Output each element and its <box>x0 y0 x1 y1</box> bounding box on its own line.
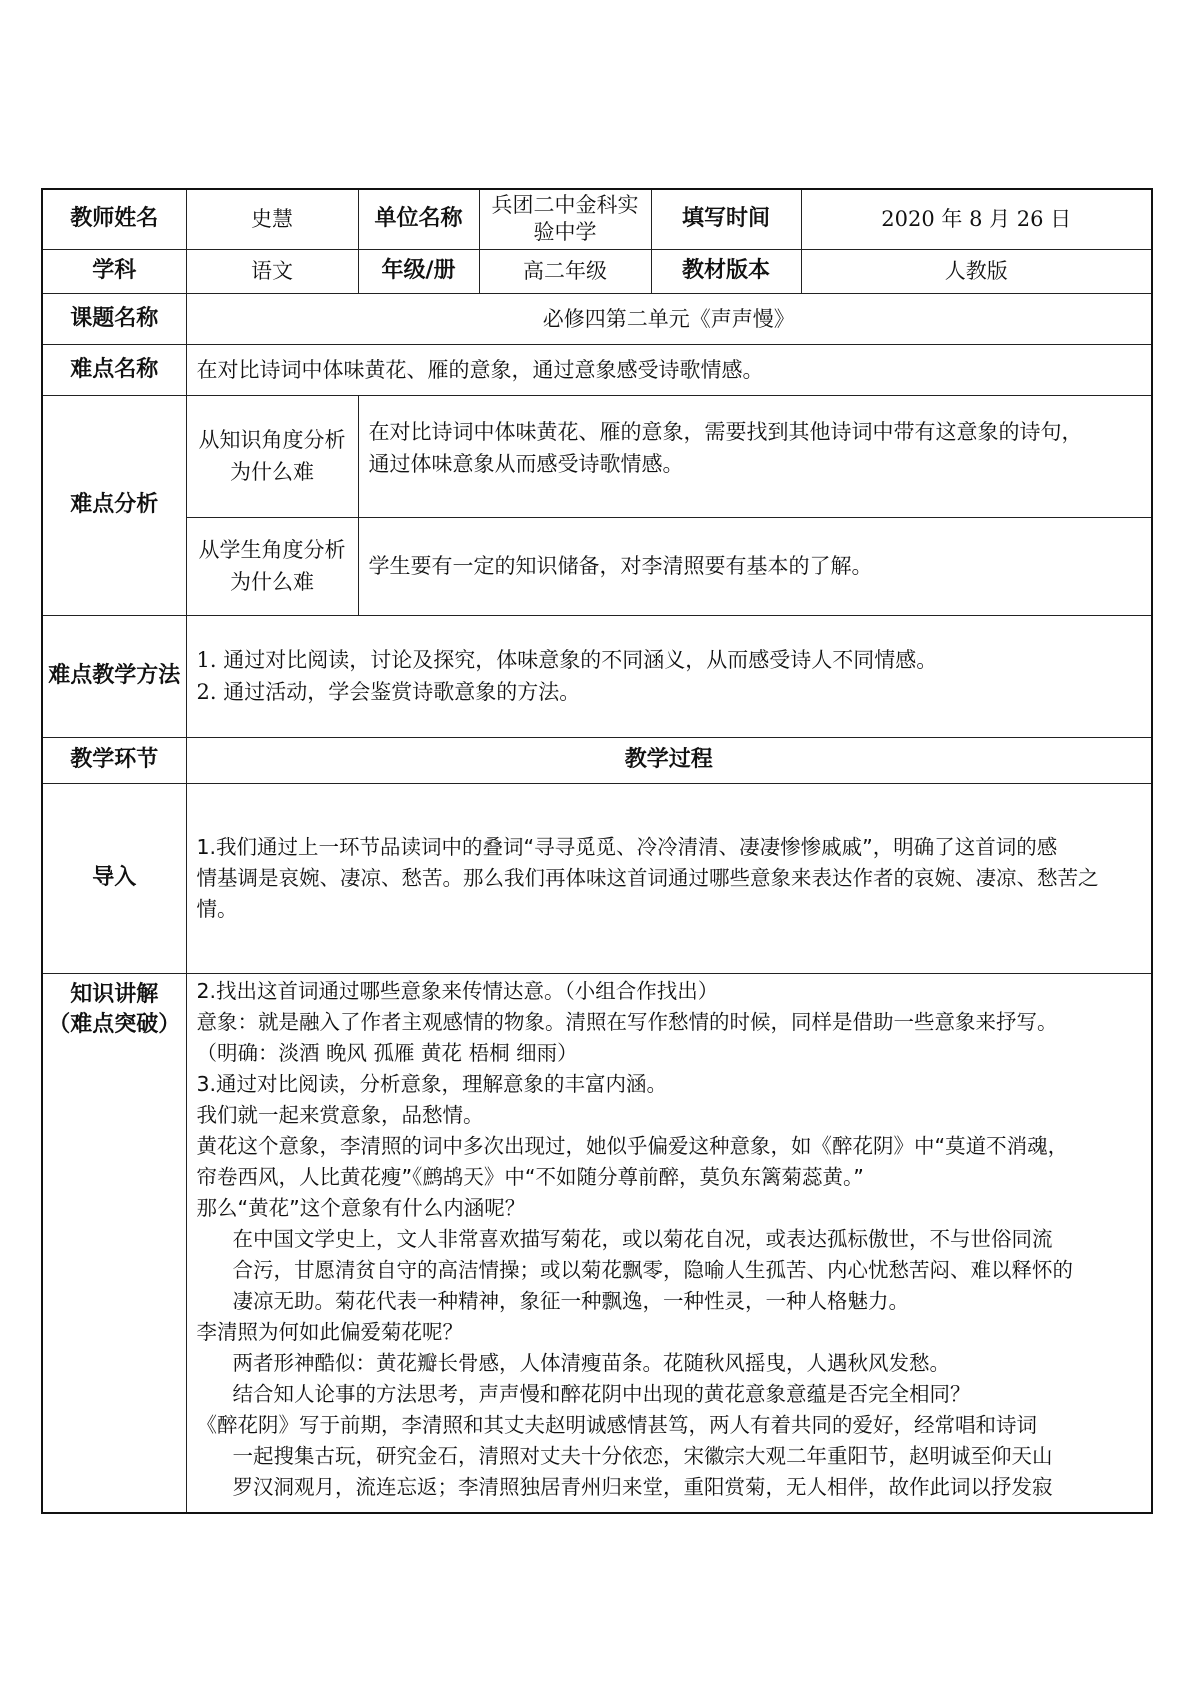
student-angle-label <box>186 517 358 615</box>
knowledge-indent-line: 结合知人论事的方法思考，声声慢和醉花阴中出现的黄花意象意蕴是否完全相同？ <box>232 1381 971 1406</box>
intro-text <box>186 783 1152 973</box>
method-line-2: 2. 通过活动，学会鉴赏诗歌意象的方法。 <box>196 680 581 704</box>
edition-label: 教材版本 <box>651 249 801 293</box>
knowledge-line: 帘卷西风，人比黄花瘦”《鹧鸪天》中“不如随分尊前醉，莫负东篱菊蕊黄。” <box>196 1164 864 1189</box>
subject-value: 语文 <box>186 249 358 293</box>
grade-label: 年级/册 <box>358 249 479 293</box>
knowledge-indent-line: 合污，甘愿清贫自守的高洁情操；或以菊花飘零，隐喻人生孤苦、内心忧愁苦闷、难以释怀的 <box>232 1257 1073 1282</box>
method-text <box>186 615 1152 737</box>
knowledge-line: 2.找出这首词通过哪些意象来传情达意。（小组合作找出） <box>196 978 719 1003</box>
knowledge-line: 黄花这个意象，李清照的词中多次出现过，她似乎偏爱这种意象，如《醉花阴》中“莫道不消魂， <box>196 1133 1069 1158</box>
knowledge-angle-line-1: 从知识角度分析 <box>198 428 346 452</box>
knowledge-text-line-2: 通过体味意象从而感受诗歌情感。 <box>368 451 684 476</box>
difficulty-label: 难点名称 <box>42 344 186 395</box>
student-angle-text: 学生要有一定的知识储备，对李清照要有基本的了解。 <box>358 517 1152 615</box>
unit-name-line-1: 兵团二中金科实 <box>491 193 639 218</box>
knowledge-angle-label <box>186 395 358 517</box>
date-label: 填写时间 <box>651 189 801 249</box>
grade-value: 高二年级 <box>479 249 651 293</box>
intro-line-2: 情基调是哀婉、凄凉、愁苦。那么我们再体味这首词通过哪些意象来表达作者的哀婉、凄凉、愁苦之 <box>196 865 1099 890</box>
knowledge-line: 那么“黄花”这个意象有什么内涵呢？ <box>196 1195 526 1220</box>
intro-line-3: 情。 <box>196 896 238 921</box>
subject-label: 学科 <box>42 249 186 293</box>
unit-name-line-2: 验中学 <box>533 220 597 245</box>
knowledge-question: 李清照为何如此偏爱菊花呢？ <box>196 1319 463 1344</box>
process-header: 教学过程 <box>186 737 1152 783</box>
student-angle-line-1: 从学生角度分析 <box>198 538 346 562</box>
knowledge-line: 3.通过对比阅读，分析意象，理解意象的丰富内涵。 <box>196 1071 668 1096</box>
intro-label: 导入 <box>42 783 186 973</box>
knowledge-text-line-1: 在对比诗词中体味黄花、雁的意象，需要找到其他诗词中带有这意象的诗句， <box>368 419 1083 444</box>
edition-value: 人教版 <box>801 249 1152 293</box>
method-label: 难点教学方法 <box>42 615 186 737</box>
lesson-plan-table <box>41 188 1153 1514</box>
method-line-1: 1. 通过对比阅读，讨论及探究，体味意象的不同涵义，从而感受诗人不同情感。 <box>196 648 938 672</box>
knowledge-line: 我们就一起来赏意象，品愁情。 <box>196 1102 484 1127</box>
student-angle-line-2: 为什么难 <box>230 570 314 594</box>
topic-label: 课题名称 <box>42 293 186 344</box>
knowledge-indent-line: 罗汉洞观月，流连忘返；李清照独居青州归来堂，重阳赏菊，无人相伴，故作此词以抒发寂 <box>232 1474 1053 1499</box>
knowledge-line: 意象：就是融入了作者主观感情的物象。清照在写作愁情的时候，同样是借助一些意象来抒写。 <box>196 1009 1058 1034</box>
date-value: 2020 年 8 月 26 日 <box>801 189 1152 249</box>
teacher-name: 史慧 <box>186 189 358 249</box>
difficulty-value: 在对比诗词中体味黄花、雁的意象，通过意象感受诗歌情感。 <box>186 344 1152 395</box>
knowledge-indent-line: 一起搜集古玩，研究金石，清照对丈夫十分依恋，宋徽宗大观二年重阳节，赵明诚至仰天山 <box>232 1443 1053 1468</box>
knowledge-label-line-2: （难点突破） <box>48 1011 181 1037</box>
knowledge-indent-line: 在中国文学史上，文人非常喜欢描写菊花，或以菊花自况，或表达孤标傲世，不与世俗同流 <box>232 1226 1053 1251</box>
unit-label: 单位名称 <box>358 189 479 249</box>
knowledge-label <box>42 973 186 1513</box>
stage-header: 教学环节 <box>42 737 186 783</box>
knowledge-label-line-1: 知识讲解 <box>70 981 159 1007</box>
knowledge-indent-line: 两者形神酷似：黄花瓣长骨感，人体清瘦苗条。花随秋风摇曳，人遇秋风发愁。 <box>232 1350 950 1375</box>
knowledge-angle-text <box>358 395 1152 517</box>
topic-value: 必修四第二单元《声声慢》 <box>186 293 1152 344</box>
teacher-label: 教师姓名 <box>42 189 186 249</box>
knowledge-line: （明确：淡酒 晚风 孤雁 黄花 梧桐 细雨） <box>196 1040 578 1065</box>
knowledge-indent-line: 凄凉无助。菊花代表一种精神，象征一种飘逸，一种性灵，一种人格魅力。 <box>232 1288 909 1313</box>
knowledge-angle-line-2: 为什么难 <box>230 460 314 484</box>
knowledge-text <box>186 973 1152 1513</box>
intro-line-1: 1.我们通过上一环节品读词中的叠词“寻寻觅觅、冷冷清清、凄凄惨惨戚戚”，明确了这首词的感 <box>196 834 1058 859</box>
analysis-label: 难点分析 <box>42 395 186 615</box>
unit-name <box>479 189 651 249</box>
knowledge-tail-line: 《醉花阴》写于前期，李清照和其丈夫赵明诚感情甚笃，两人有着共同的爱好，经常唱和诗词 <box>196 1412 1037 1437</box>
